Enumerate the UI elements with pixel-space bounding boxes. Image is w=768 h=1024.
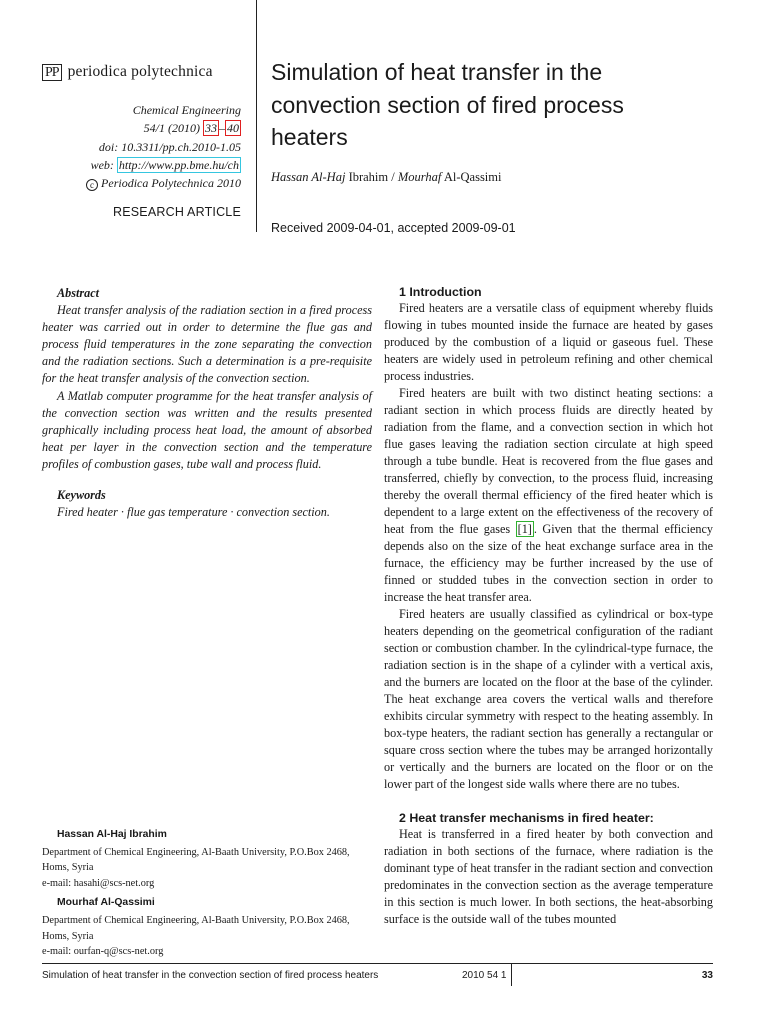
author-line <box>271 170 501 185</box>
keywords-heading: Keywords <box>57 488 106 503</box>
footer-issue: 2010 54 1 <box>462 970 507 981</box>
doi: doi: 10.3311/pp.ch.2010-1.05 <box>98 139 241 154</box>
keywords-text: Fired heater · flue gas temperature · convection section. <box>57 505 330 520</box>
copyright-line <box>40 174 241 192</box>
received-dates: Received 2009-04-01, accepted 2009-09-01 <box>271 221 516 235</box>
citation-link[interactable]: [1] <box>517 522 532 536</box>
section-2-heading: 2 Heat transfer mechanisms in fired heater: <box>399 811 654 825</box>
article-title <box>271 56 741 154</box>
abstract-paragraph-1: Heat transfer analysis of the radiation section in a fired process heater was carried out in order to determine the flue gas and process fluid temperatures in the zone separating the convection and the radiation sections. Such a determination is a pre-requisite for the heat transfer analysis of the convection section. <box>42 303 372 386</box>
web-url-link[interactable]: http://www.pp.bme.hu/ch <box>118 157 239 172</box>
section-1-paragraph-2 <box>384 385 713 606</box>
footer-separator <box>511 963 512 986</box>
article-type: RESEARCH ARTICLE <box>112 205 241 219</box>
title-line-2: convection section of fired process <box>271 91 624 118</box>
abstract-paragraph-2: A Matlab computer programme for the heat transfer analysis of the convection section was written and the results presented graphically including process heat load, the amount of absorbed heat per layer in the convection section and the temperature profiles of combustion gases, tube wall and process fluid. <box>42 388 372 471</box>
journal-name: periodica polytechnica <box>67 63 213 80</box>
web-line <box>40 156 241 174</box>
footer-running-title: Simulation of heat transfer in the convection section of fired process heaters <box>42 970 379 981</box>
abstract-heading: Abstract <box>57 286 99 300</box>
abstract <box>42 285 372 473</box>
copyright-text: Periodica Polytechnica 2010 <box>101 176 241 191</box>
page-dash: – <box>219 121 225 136</box>
copyright-icon: c <box>86 179 98 191</box>
affiliation-department: Department of Chemical Engineering, Al-Baath University, P.O.Box 2468, <box>42 846 350 858</box>
section-1-paragraph-3: Fired heaters are usually classified as cylindrical or box-type heaters depending on the geometrical configuration of the radiant section or combustion chamber. In the cylindrical-type furnace, the radiation section is in the shape of a cylinder with a vertical axis, and the burners are located on the floor at the base of the cylinder. The heat exchange area covers the vertical walls and therefore exhibits circular symmetry with respect to the heating assembly. In box-type heaters, the radiant section has generally a rectangular or square cross section where the tubes may be arranged horizontally or vertically and the burners are located on the floor or on the lower part of the longest side walls where there are no tubes. <box>384 607 713 791</box>
volume-prefix: 54/1 (2010) <box>143 121 203 136</box>
journal-logo: PP <box>42 64 62 81</box>
affiliation-city: Homs, Syria <box>42 930 94 942</box>
web-prefix: web: <box>90 157 117 172</box>
section-2-paragraph-1: Heat is transferred in a fired heater by both convection and radiation in both sections of the furnace, where radiation is the dominant type of heat transfer in the radiant section and convection predominates in the convection section as the average temperature in this section is much lower. In both sections, the heat-absorbing surface is the outside wall of the tubes mounted <box>384 827 713 926</box>
keywords <box>42 487 372 521</box>
affiliation-city: Homs, Syria <box>42 862 94 874</box>
title-line-1: Simulation of heat transfer in the <box>271 59 603 85</box>
article-meta <box>40 101 241 192</box>
page-end-link[interactable]: 40 <box>227 121 239 136</box>
journal-field: Chemical Engineering <box>132 103 241 117</box>
author-2-last: Al-Qassimi <box>443 170 502 184</box>
author-1-last: Ibrahim <box>348 170 389 184</box>
affiliation-name: Hassan Al-Haj Ibrahim <box>57 829 167 840</box>
affiliation-name: Mourhaf Al-Qassimi <box>57 897 155 909</box>
header-divider <box>256 0 257 232</box>
paragraph-text: . Given that the thermal efficiency depends also on the size of the heat exchange surface area in the furnace, the efficiency may be further increased by the use of finned or studded tubes in the convection section in order to increase the heat transfer area. <box>384 522 713 604</box>
section-1-paragraph-1: Fired heaters are a versatile class of equipment whereby fluids flowing in tubes mounted inside the furnace are heated by gases produced by the combustion of a liquid or gaseous fuel. These heaters are widely used in petroleum refining and other chemical process industries. <box>384 301 713 383</box>
right-column <box>384 285 713 928</box>
left-column <box>42 285 372 521</box>
paragraph-text: Fired heaters are built with two distinct heating sections: a radiant section in which process fluids are directly heated by radiation from the flame, and a convection section in which hot flue gases leaving the radiation section circulate at high speed through a tube bundle. Heat is recovered from the flue gases and transferred, chiefly by convection, to the process fluid, increasing thereby the overall thermal efficiency of the fired heater which is dependent to a large extent on the effectiveness of the recovery of heat from the flue gases <box>384 386 713 536</box>
affiliation-email: e-mail: hasahi@scs-net.org <box>42 877 155 889</box>
journal-brand <box>42 63 242 81</box>
affiliation-1 <box>42 827 372 891</box>
affiliations <box>42 827 372 960</box>
volume-pages <box>40 119 241 137</box>
author-1-first: Hassan Al-Haj <box>271 170 346 184</box>
author-2-first: Mourhaf <box>397 170 442 184</box>
affiliation-2 <box>42 895 372 959</box>
page-number: 33 <box>701 970 713 981</box>
footer-divider <box>42 963 713 964</box>
page-start-link[interactable]: 33 <box>205 121 217 136</box>
author-separator: / <box>388 170 398 184</box>
affiliation-department: Department of Chemical Engineering, Al-Baath University, P.O.Box 2468, <box>42 914 350 926</box>
title-line-3: heaters <box>271 124 348 150</box>
section-1-heading: 1 Introduction <box>399 285 482 299</box>
affiliation-email: e-mail: ourfan-q@scs-net.org <box>42 946 164 958</box>
